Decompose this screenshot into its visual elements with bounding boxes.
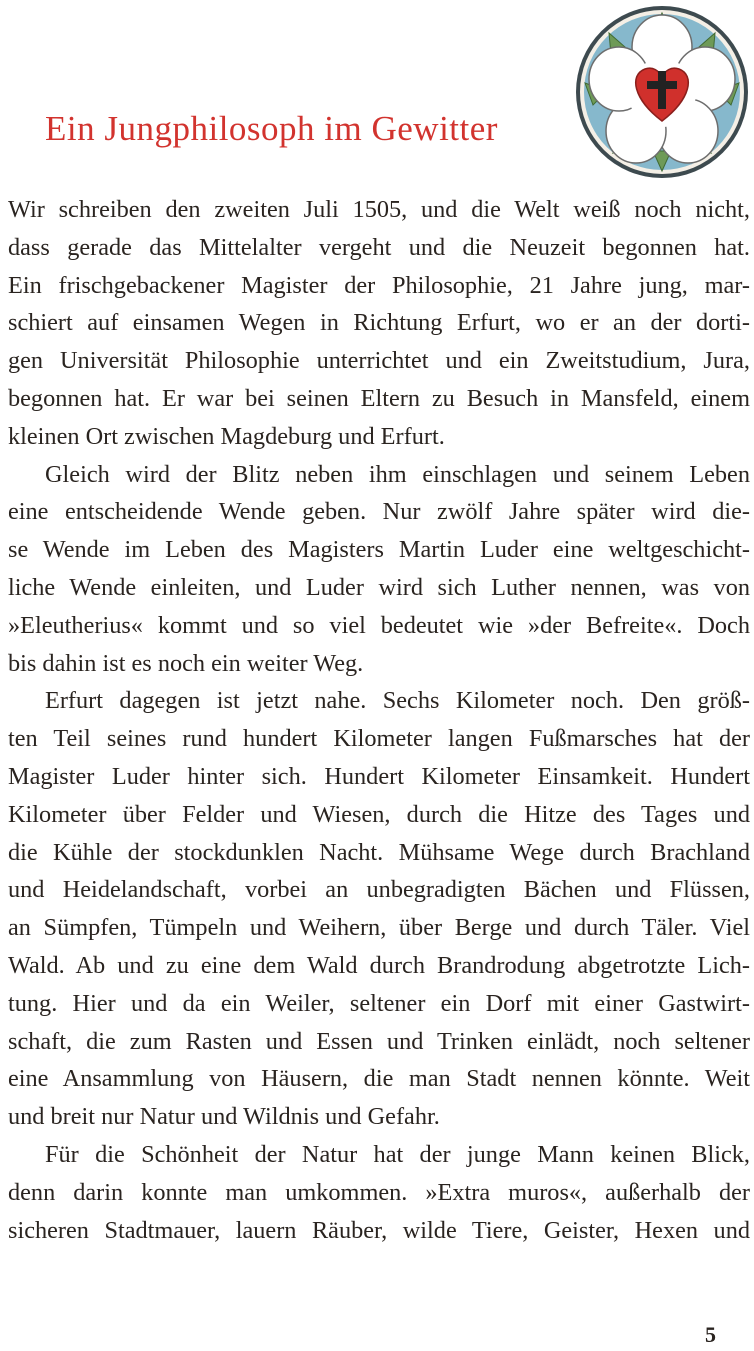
text-line: sicheren Stadtmauer, lauern Räuber, wilde Tiere, Geister, Hexen und (8, 1216, 750, 1244)
text-line: tung. Hier und da ein Weiler, seltener ein Dorf mit einer Gastwirt- (8, 989, 750, 1017)
page-number: 5 (705, 1322, 716, 1347)
text-line: gen Universität Philosophie unterrichtet und ein Zweitstudium, Jura, (8, 347, 750, 375)
text-line: denn darin konnte man umkommen. »Extra muros«, außerhalb der (8, 1178, 750, 1206)
text-line: Erfurt dagegen ist jetzt nahe. Sechs Kilometer noch. Den größ- (45, 687, 750, 715)
text-line: eine entscheidende Wende geben. Nur zwölf Jahre später wird die- (8, 498, 750, 526)
text-line: eine Ansammlung von Häusern, die man Stadt nennen könnte. Weit (8, 1065, 750, 1093)
text-line: se Wende im Leben des Magisters Martin Luder eine weltgeschicht- (8, 536, 750, 564)
text-line: Wir schreiben den zweiten Juli 1505, und die Welt weiß noch nicht, (8, 196, 750, 223)
text-line: und breit nur Natur und Wildnis und Gefahr. (8, 1103, 440, 1131)
text-line: an Sümpfen, Tümpeln und Weihern, über Berge und durch Täler. Viel (8, 914, 750, 942)
text-line: schaft, die zum Rasten und Essen und Trinken einlädt, noch seltener (8, 1027, 750, 1055)
text-line: Für die Schönheit der Natur hat der junge Mann keinen Blick, (45, 1140, 750, 1168)
paragraph (8, 456, 750, 683)
text-line: kleinen Ort zwischen Magdeburg und Erfurt. (8, 422, 445, 450)
luther-rose-icon (573, 3, 751, 181)
text-line: und Heidelandschaft, vorbei an unbegradigten Bächen und Flüssen, (8, 876, 750, 904)
text-line: schiert auf einsamen Wegen in Richtung Erfurt, wo er an der dorti- (8, 309, 750, 337)
text-line: ten Teil seines rund hundert Kilometer langen Fußmarsches hat der (8, 725, 750, 753)
text-line: liche Wende einleiten, und Luder wird sich Luther nennen, was von (8, 573, 750, 601)
text-line: Kilometer über Felder und Wiesen, durch die Hitze des Tages und (8, 800, 750, 828)
text-line: bis dahin ist es noch ein weiter Weg. (8, 649, 364, 677)
paragraph (8, 1136, 750, 1249)
text-line: Wald. Ab und zu eine dem Wald durch Brandrodung abgetrotzte Lich- (8, 951, 750, 979)
text-line: begonnen hat. Er war bei seinen Eltern zu Besuch in Mansfeld, einem (8, 384, 750, 412)
text-line: Magister Luder hinter sich. Hundert Kilometer Einsamkeit. Hundert (8, 762, 750, 790)
paragraph (8, 191, 750, 456)
paragraph (8, 682, 750, 1136)
body-text (8, 191, 750, 1249)
text-line: Ein frischgebackener Magister der Philosophie, 21 Jahre jung, mar- (8, 271, 750, 299)
text-line: Gleich wird der Blitz neben ihm einschlagen und seinem Leben (45, 460, 750, 488)
text-line: die Kühle der stockdunklen Nacht. Mühsame Wege durch Brachland (8, 838, 750, 866)
chapter-title: Ein Jungphilosoph im Gewitter (45, 109, 498, 148)
text-line: dass gerade das Mittelalter vergeht und die Neuzeit begonnen hat. (8, 233, 750, 261)
text-line: »Eleutherius« kommt und so viel bedeutet wie »der Befreite«. Doch (8, 611, 750, 639)
